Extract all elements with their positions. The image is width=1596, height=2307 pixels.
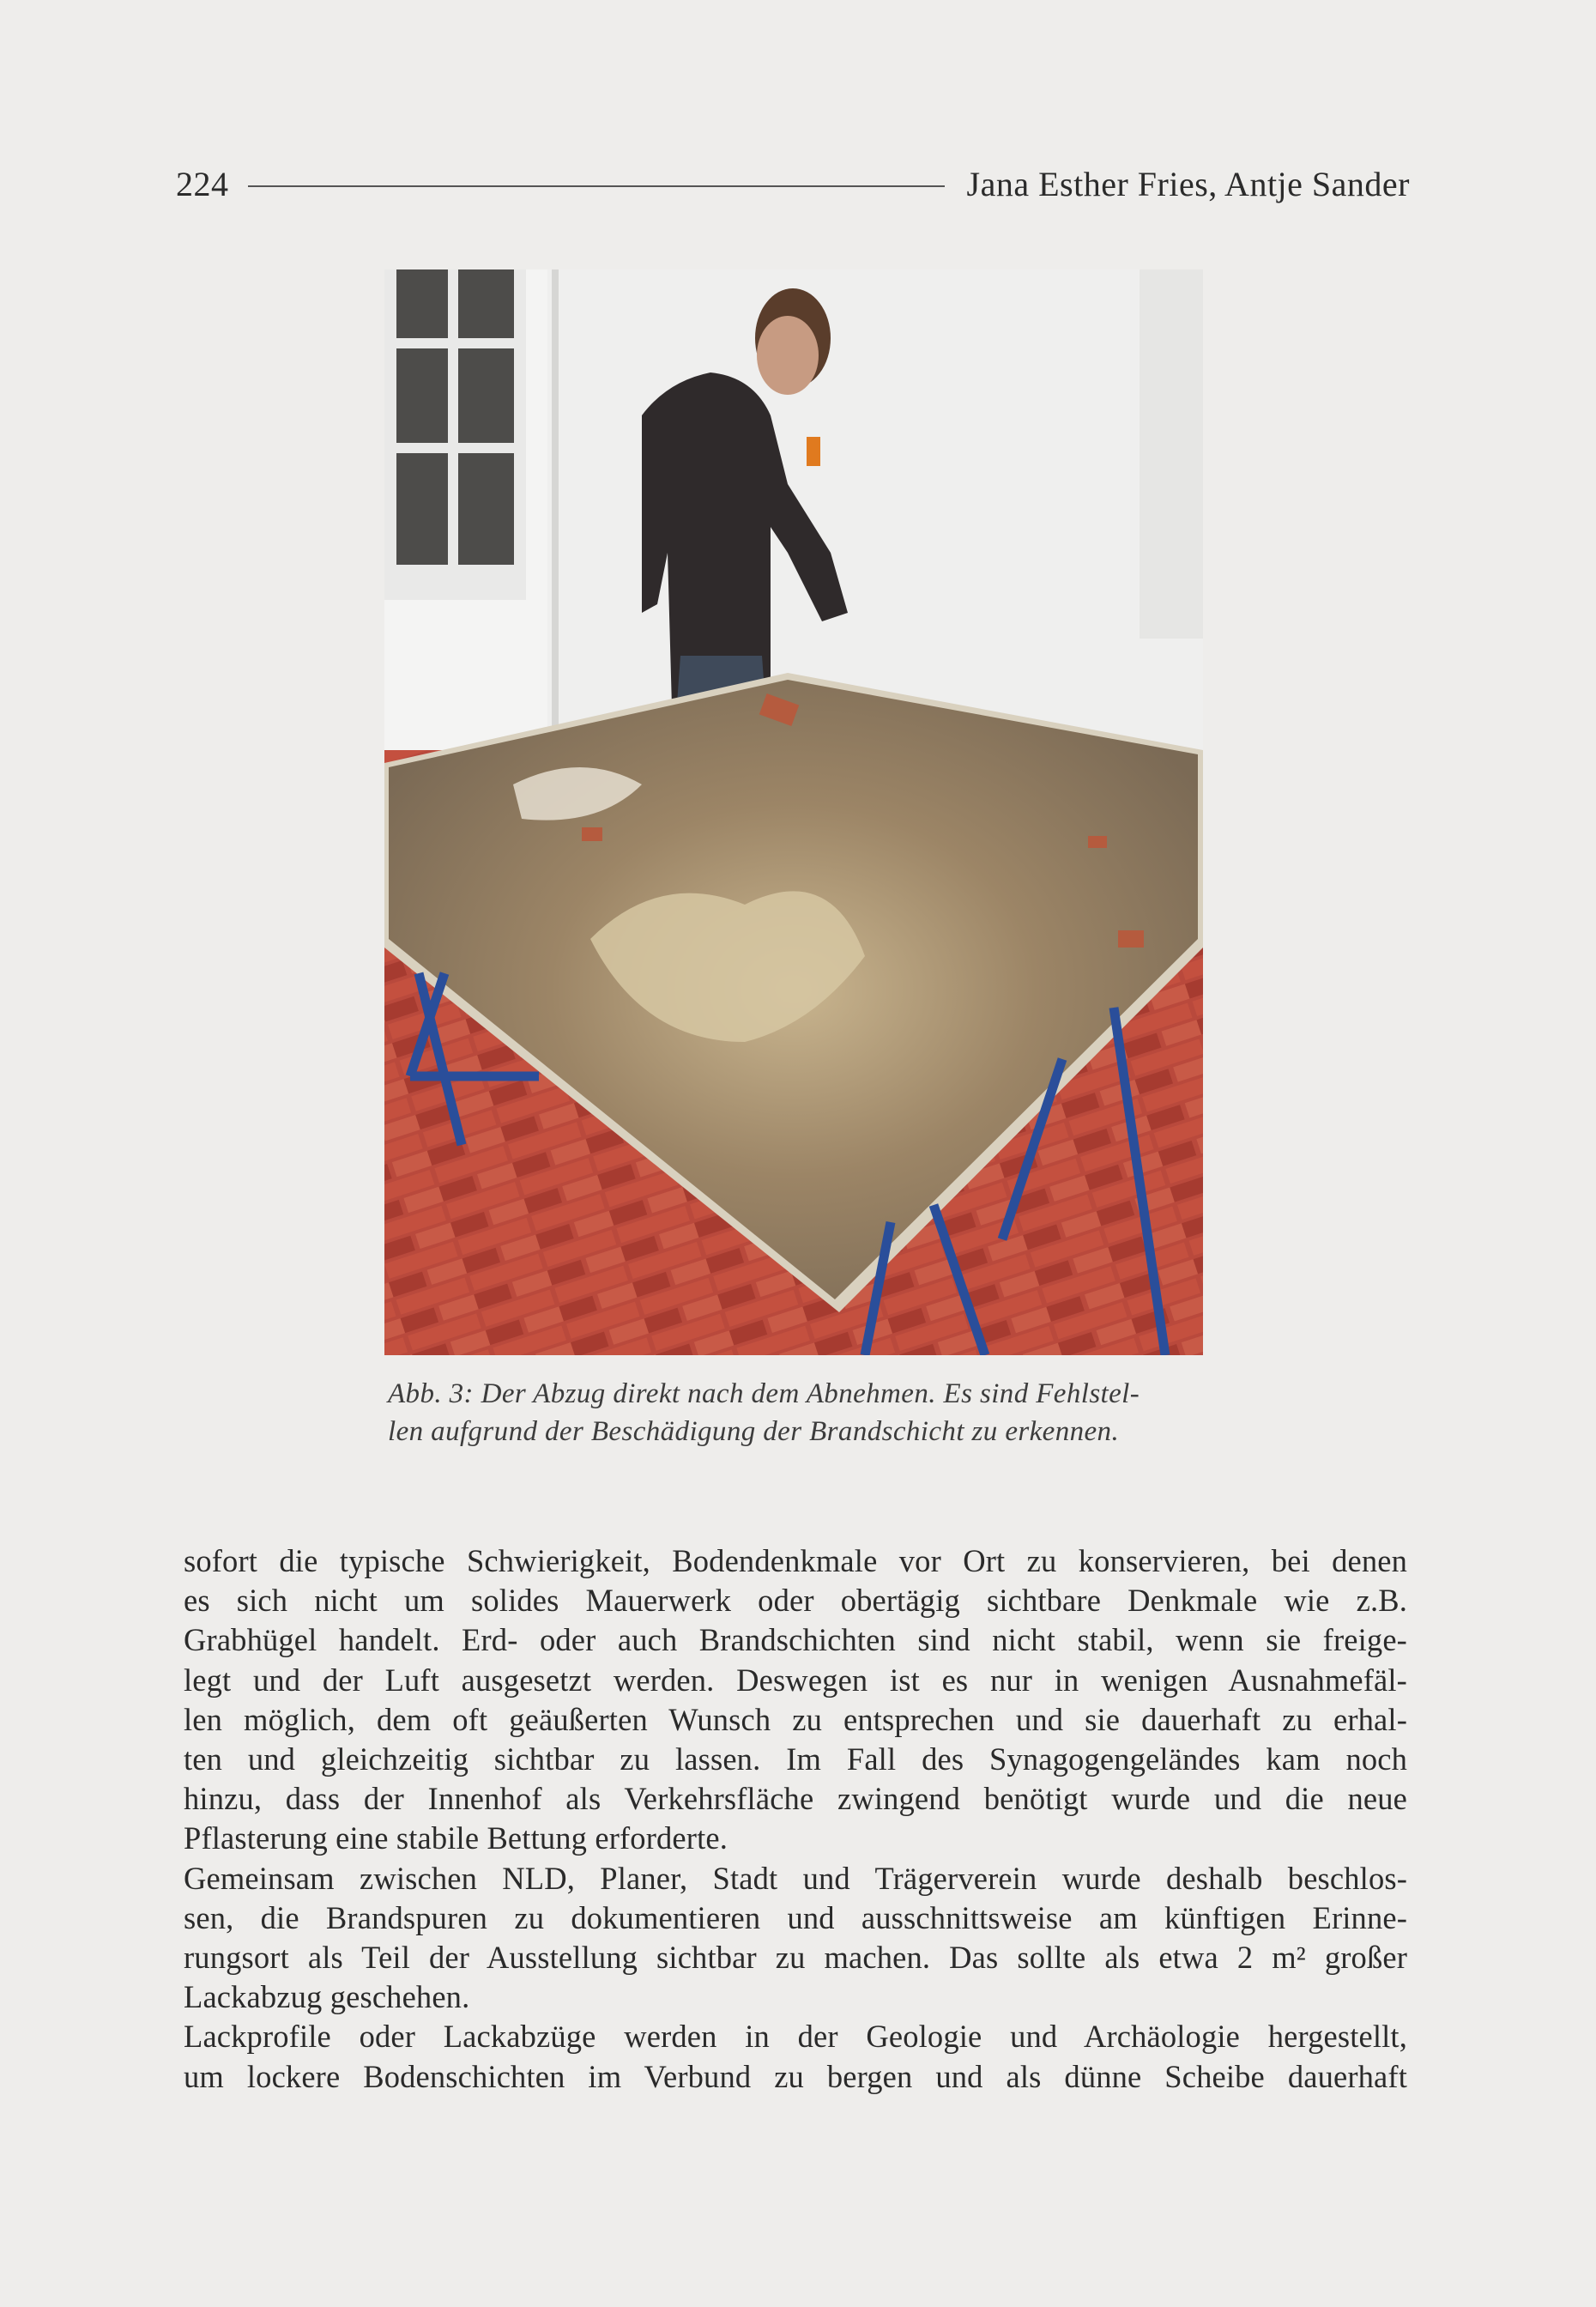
body-line: Grabhügel handelt. Erd- oder auch Brandschichten sind nicht stabil, wenn sie freige-: [184, 1622, 1407, 1658]
body-line: Lackabzug geschehen.: [184, 1979, 470, 2015]
body-line: sofort die typische Schwierigkeit, Bodendenkmale vor Ort zu konservieren, bei denen: [184, 1543, 1407, 1578]
body-line: es sich nicht um solides Mauerwerk oder obertägig sichtbare Denkmale wie z.B.: [184, 1583, 1407, 1619]
figure-photo: [384, 269, 1203, 1355]
body-paragraphs: [184, 1541, 1407, 2097]
body-line: ten und gleichzeitig sichtbar zu lassen. Im Fall des Synagogengeländes kam noch: [184, 1741, 1407, 1777]
caption-line: len aufgrund der Beschädigung der Brandschicht zu erkennen.: [388, 1416, 1120, 1447]
running-head: Jana Esther Fries, Antje Sander: [966, 164, 1410, 203]
caption-line: Abb. 3: Der Abzug direkt nach dem Abnehmen. Es sind Fehlstel-: [388, 1378, 1140, 1409]
body-line: legt und der Luft ausgesetzt werden. Deswegen ist es nur in wenigen Ausnahmefäl-: [184, 1662, 1407, 1698]
page-header: [176, 160, 1410, 208]
body-line: Lackprofile oder Lackabzüge werden in der Geologie und Archäologie hergestellt,: [184, 2019, 1407, 2055]
body-line: sen, die Brandspuren zu dokumentieren und ausschnittsweise am künftigen Erinne-: [184, 1899, 1407, 1935]
body-line: Gemeinsam zwischen NLD, Planer, Stadt und Trägerverein wurde deshalb beschlos-: [184, 1860, 1407, 1896]
page-number: 224: [176, 164, 229, 203]
header-rule: [248, 185, 945, 187]
figure-caption: [388, 1375, 1212, 1450]
body-line: um lockere Bodenschichten im Verbund zu bergen und als dünne Scheibe dauerhaft: [184, 2058, 1407, 2094]
body-line: rungsort als Teil der Ausstellung sichtbar zu machen. Das sollte als etwa 2 m² großer: [184, 1940, 1407, 1976]
body-line: len möglich, dem oft geäußerten Wunsch zu entsprechen und sie dauerhaft zu erhal-: [184, 1701, 1407, 1737]
body-line: Pflasterung eine stabile Bettung erforderte.: [184, 1820, 728, 1856]
body-line: hinzu, dass der Innenhof als Verkehrsfläche zwingend benötigt wurde und die neue: [184, 1781, 1407, 1817]
